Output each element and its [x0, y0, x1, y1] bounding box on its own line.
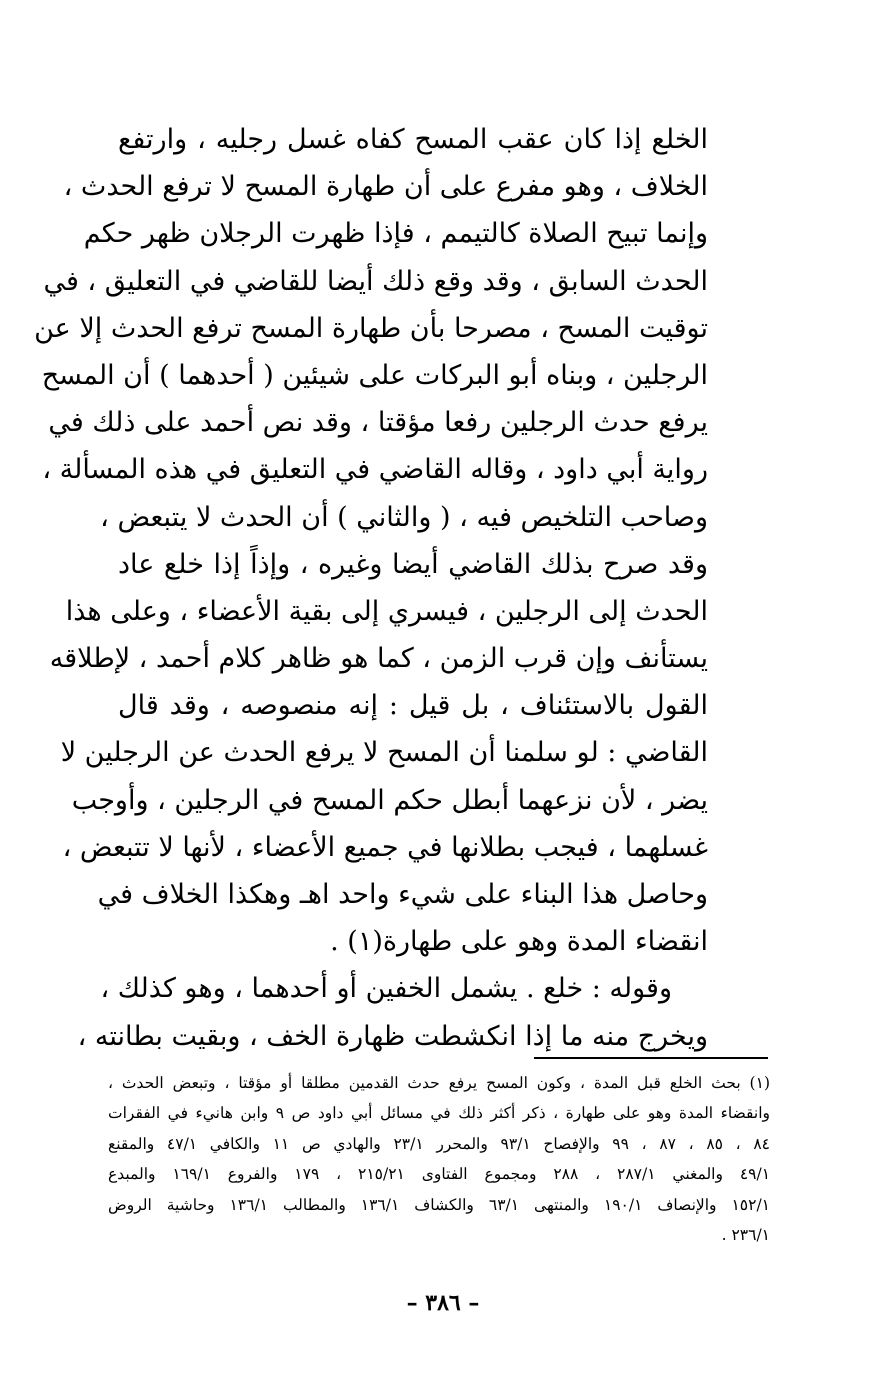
body-line: الخلاف ، وهو مفرع على أن طهارة المسح لا ترفع الحدث ، [63, 171, 708, 203]
body-line: وحاصل هذا البناء على شيء واحد اهـ وهكذا الخلاف في [97, 879, 708, 910]
body-line: توقيت المسح ، مصرحا بأن طهارة المسح ترفع الحدث إلا عن [34, 312, 708, 344]
body-line: وقد صرح بذلك القاضي أيضا وغيره ، وإذاً إذا خلع عاد [118, 548, 708, 580]
page-number: – ٣٨٦ – [406, 1290, 480, 1316]
body-line-paragraph-start: وقوله : خلع . يشمل الخفين أو أحدهما ، وهو كذلك ، [100, 973, 672, 1005]
footnote-line: ٨٤ ، ٨٥ ، ٨٧ ، ٩٩ والإفصاح ٩٣/١ والمحرر ٢٣/١ والهادي ص ١١ والكافي ٤٧/١ والمقنع [108, 1134, 770, 1153]
body-line: القول بالاستئناف ، بل قيل : إنه منصوصه ، وقد قال [118, 690, 708, 722]
body-line: يرفع حدث الرجلين رفعا مؤقتا ، وقد نص أحمد على ذلك في [48, 407, 708, 439]
main-text-block [34, 116, 708, 1060]
body-line-paragraph-end: انقضاء المدة وهو على طهارة(١) . [330, 926, 708, 958]
body-line: يضر ، لأن نزعهما أبطل حكم المسح في الرجلين ، وأوجب [71, 784, 708, 816]
body-line: الحدث إلى الرجلين ، فيسري إلى بقية الأعضاء ، وعلى هذا [65, 595, 708, 627]
body-line: ويخرج منه ما إذا انكشطت ظهارة الخف ، وبقيت بطانته ، [77, 1020, 708, 1052]
footnote-line: وانقضاء المدة وهو على طهارة ، ذكر أكثر ذلك في مسائل أبي داود ص ٩ وابن هانيء في الفقرات [108, 1104, 770, 1123]
footnote-line: (١) بحث الخلع قبل المدة ، وكون المسح يرفع حدث القدمين مطلقا أو مؤقتا ، وتبعض الحدث ، [108, 1074, 770, 1092]
footnote-line: ١٥٢/١ والإنصاف ١٩٠/١ والمنتهى ٦٣/١ والكشاف ١٣٦/١ والمطالب ١٣٦/١ وحاشية الروض [108, 1195, 771, 1214]
body-line: رواية أبي داود ، وقاله القاضي في التعليق في هذه المسألة ، [42, 454, 708, 486]
body-line: الحدث السابق ، وقد وقع ذلك أيضا للقاضي في التعليق ، في [43, 265, 708, 297]
body-line: وإنما تبيح الصلاة كالتيمم ، فإذا ظهرت الرجلان ظهر حكم [83, 218, 708, 250]
body-line: الرجلين ، وبناه أبو البركات على شيئين ( أحدهما ) أن المسح [41, 359, 708, 391]
body-line: يستأنف وإن قرب الزمن ، كما هو ظاهر كلام أحمد ، لإطلاقه [49, 643, 708, 675]
footnote-line: ٤٩/١ والمغني ٢٨٧/١ ، ٢٨٨ ومجموع الفتاوى ٢١٥/٢١ ، ١٧٩ والفروع ١٦٩/١ والمبدع [108, 1165, 771, 1184]
footnotes-block [108, 1068, 770, 1250]
body-line: الخلع إذا كان عقب المسح كفاه غسل رجليه ، وارتفع [118, 124, 708, 155]
footnote-line-end: ٢٣٦/١ . [721, 1225, 770, 1244]
body-line: القاضي : لو سلمنا أن المسح لا يرفع الحدث عن الرجلين لا [60, 737, 708, 769]
footnote-divider [534, 1057, 768, 1059]
body-line: غسلهما ، فيجب بطلانها في جميع الأعضاء ، لأنها لا تتبعض ، [62, 831, 708, 863]
body-line: وصاحب التلخيص فيه ، ( والثاني ) أن الحدث لا يتبعض ، [100, 501, 708, 533]
